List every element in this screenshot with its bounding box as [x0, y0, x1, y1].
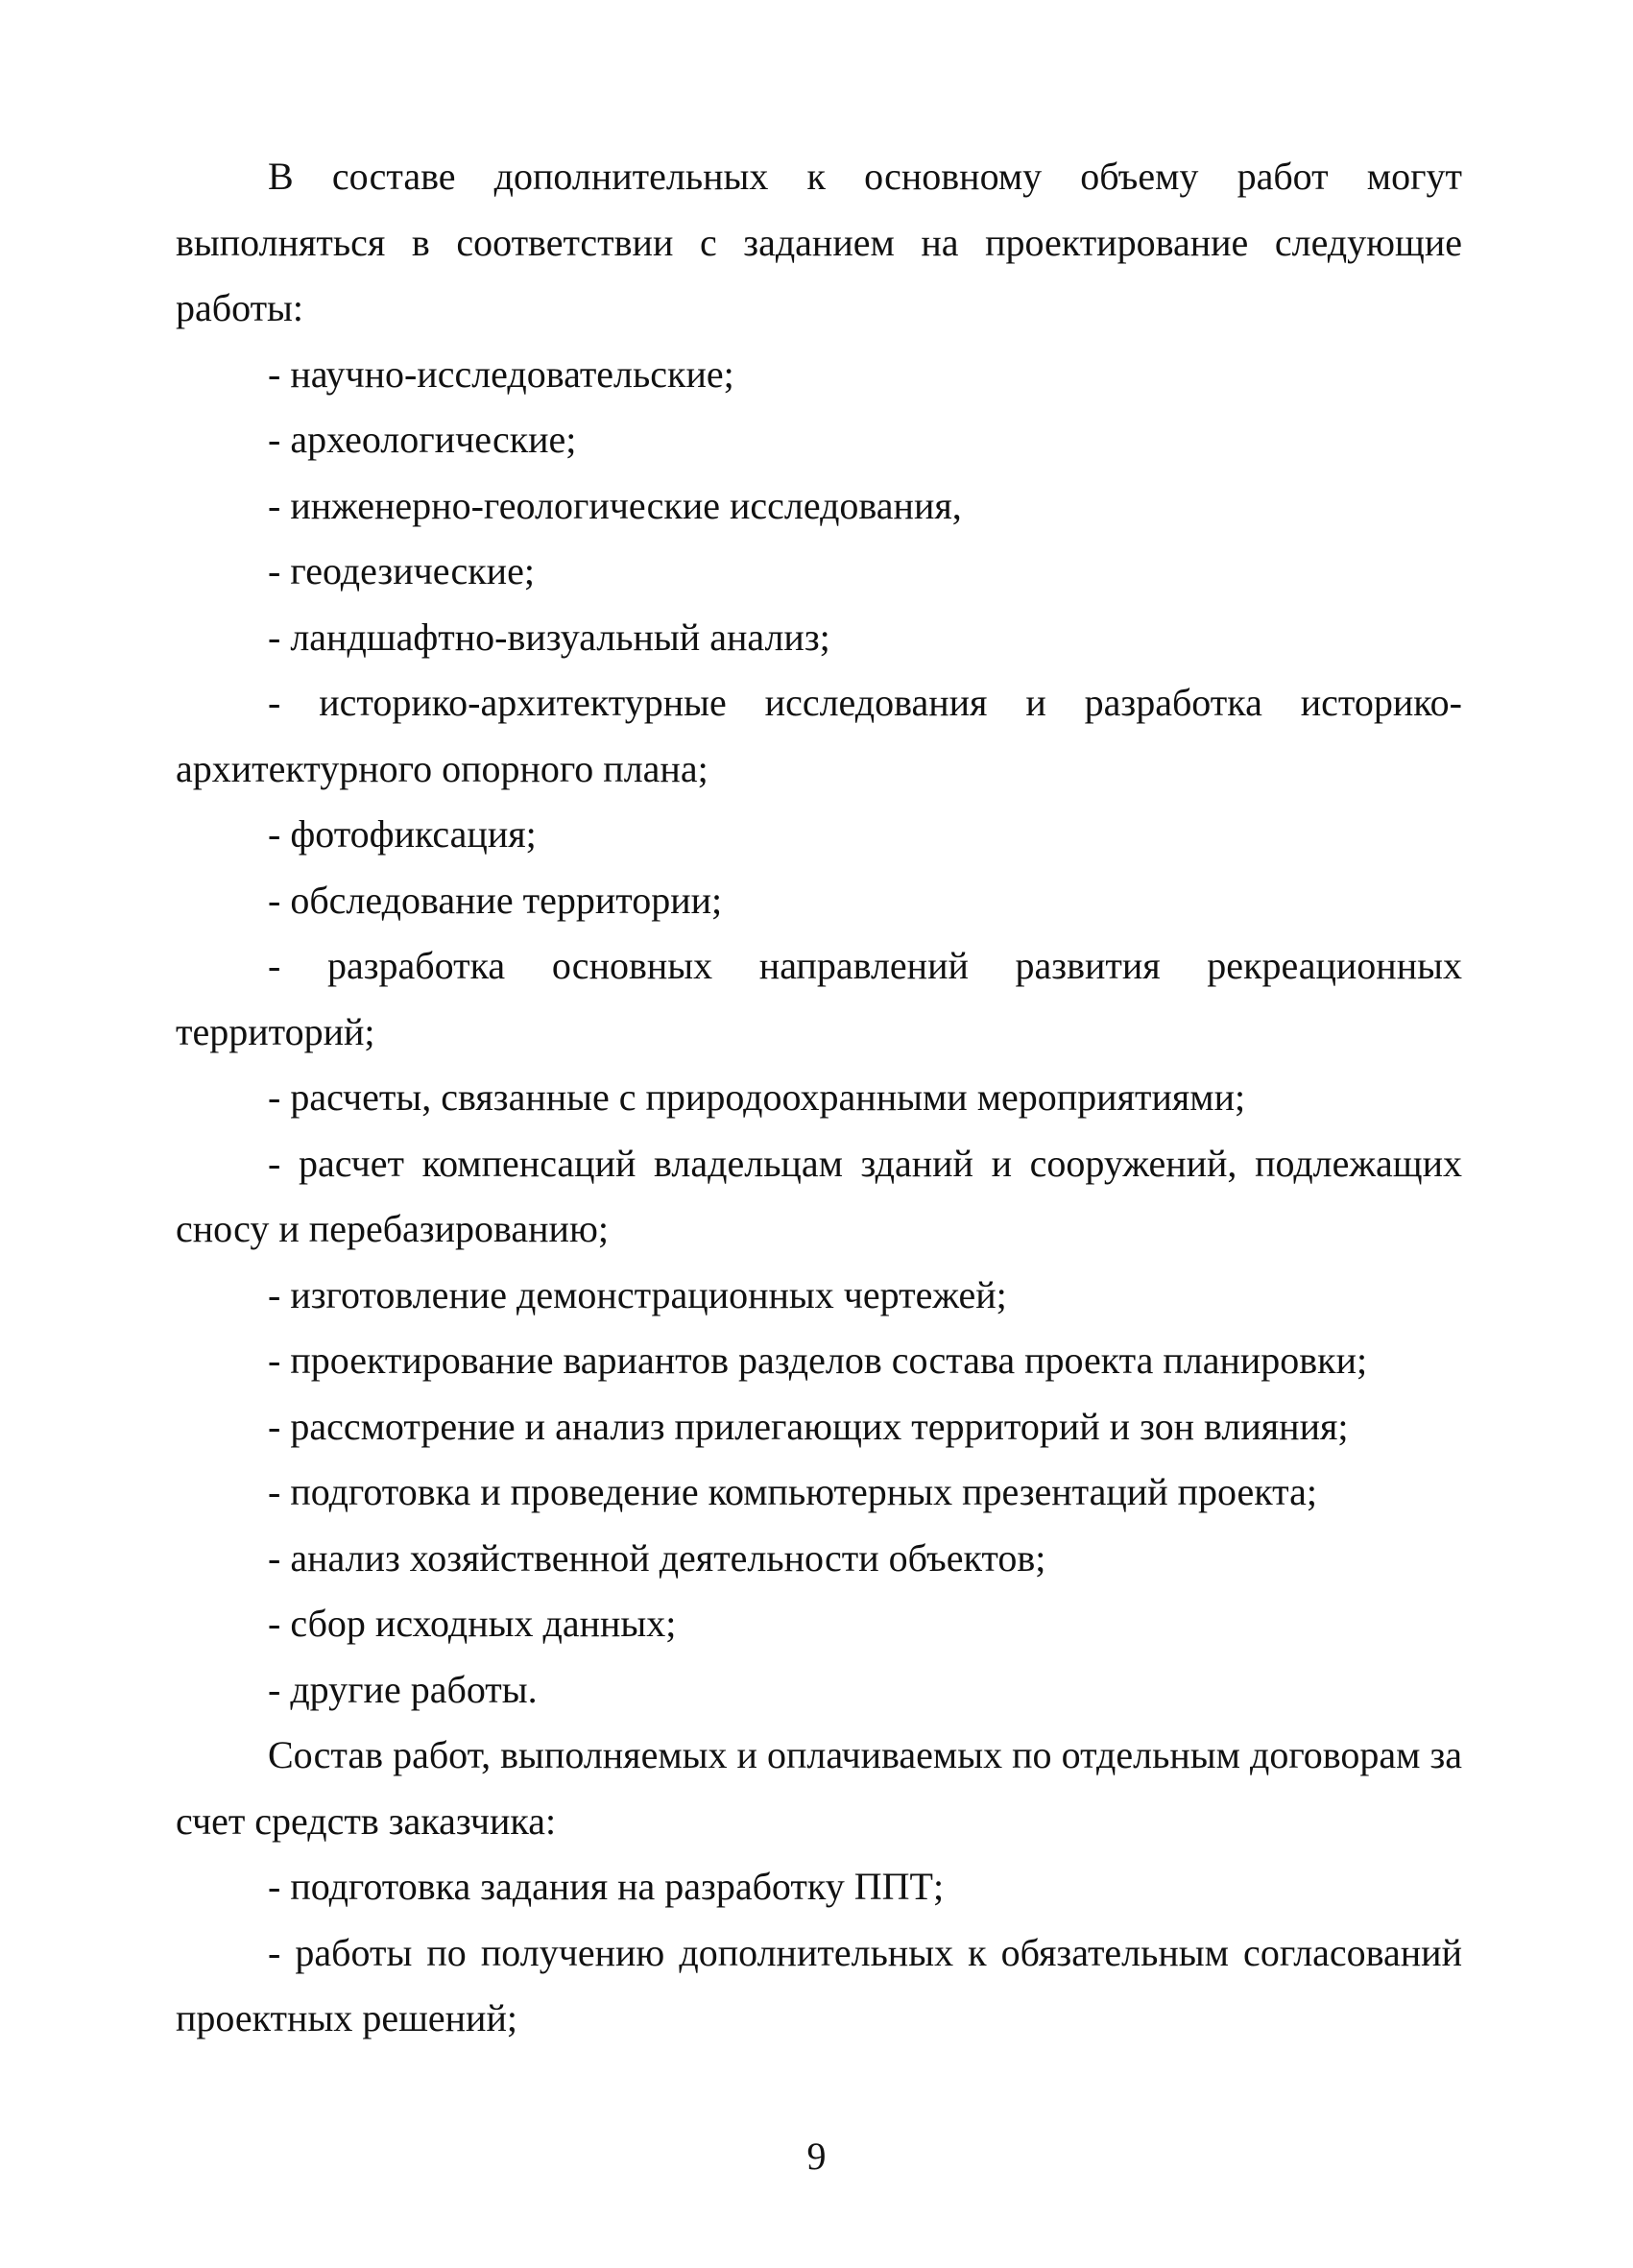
list-item: - инженерно-геологические исследования, — [268, 483, 962, 527]
list-item: - разработка основных направлений развития рекреационных территорий; — [176, 944, 1462, 1053]
intro-paragraph: В составе дополнительных к основному объему работ могут выполняться в соответствии с заданием на проектирование следующие работы: — [176, 155, 1462, 329]
page-number: 9 — [806, 2135, 827, 2178]
list-item: - историко-архитектурные исследования и разработка историко-архитектурного опорного плана; — [176, 681, 1462, 790]
list-item: - сбор исходных данных; — [268, 1602, 677, 1645]
list-item: - изготовление демонстрационных чертежей; — [268, 1272, 1007, 1316]
list-item: - другие работы. — [268, 1667, 538, 1711]
contract-paragraph: Состав работ, выполняемых и оплачиваемых по отдельным договорам за счет средств заказчика: — [176, 1733, 1462, 1843]
list-item: - геодезические; — [268, 549, 535, 592]
list-item: - археологические; — [268, 418, 577, 461]
list-item: - ландшафтно-визуальный анализ; — [268, 615, 830, 659]
document-body — [176, 144, 1462, 2052]
list-item: - подготовка и проведение компьютерных презентаций проекта; — [268, 1470, 1318, 1513]
list-item: - расчет компенсаций владельцам зданий и сооружений, подлежащих сносу и перебазированию; — [176, 1141, 1462, 1250]
list-item: - расчеты, связанные с природоохранными мероприятиями; — [268, 1075, 1246, 1119]
list-item: - подготовка задания на разработку ППТ; — [268, 1865, 945, 1908]
list-item: - обследование территории; — [268, 878, 723, 922]
list-item: - рассмотрение и анализ прилегающих территорий и зон влияния; — [268, 1404, 1349, 1448]
list-item: - фотофиксация; — [268, 812, 537, 856]
list-item: - проектирование вариантов разделов состава проекта планировки; — [268, 1339, 1368, 1382]
list-item: - анализ хозяйственной деятельности объектов; — [268, 1535, 1046, 1580]
list-item: - работы по получению дополнительных к обязательным согласований проектных решений; — [176, 1930, 1462, 2039]
list-item: - научно-исследовательские; — [268, 351, 734, 396]
